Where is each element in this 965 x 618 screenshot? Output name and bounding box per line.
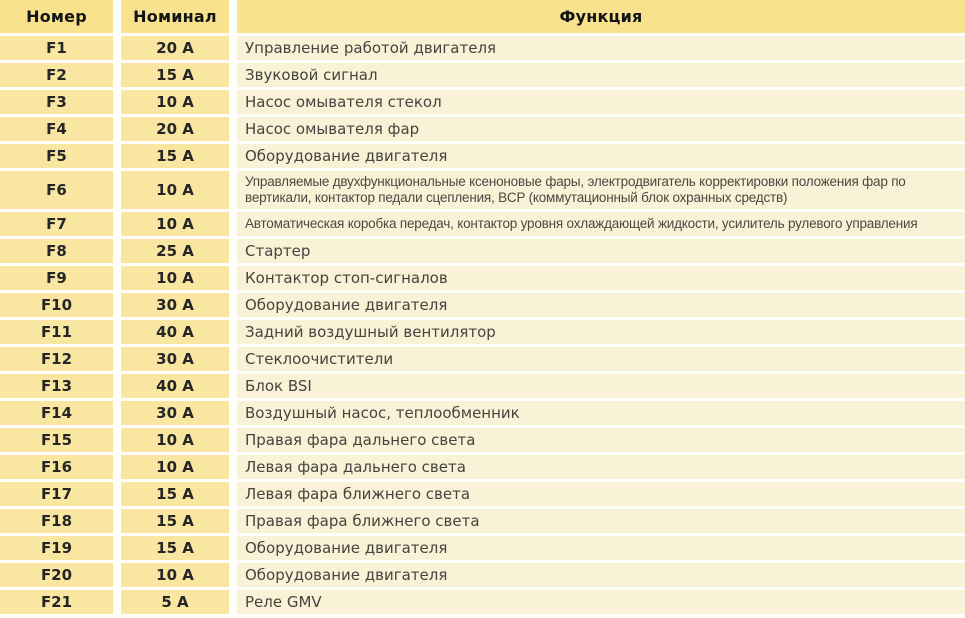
fuse-number-cell: F1 [0, 36, 113, 60]
fuse-row [0, 455, 965, 479]
fuse-function-cell: Насос омывателя стекол [237, 90, 965, 114]
fuse-number-cell: F2 [0, 63, 113, 87]
fuse-function-cell: Правая фара ближнего света [237, 509, 965, 533]
fuse-function-cell: Оборудование двигателя [237, 563, 965, 587]
fuse-rating-cell: 10 A [121, 563, 229, 587]
fuse-rating-cell: 10 A [121, 455, 229, 479]
fuse-number-cell: F11 [0, 320, 113, 344]
fuse-number-cell: F10 [0, 293, 113, 317]
fuse-function-cell: Оборудование двигателя [237, 293, 965, 317]
fuse-row [0, 428, 965, 452]
fuse-row [0, 401, 965, 425]
fuse-number-cell: F15 [0, 428, 113, 452]
fuse-row [0, 212, 965, 236]
fuse-rating-cell: 15 A [121, 536, 229, 560]
fuse-number-cell: F13 [0, 374, 113, 398]
fuse-row [0, 293, 965, 317]
fuse-function-cell: Звуковой сигнал [237, 63, 965, 87]
fuse-function-cell: Левая фара ближнего света [237, 482, 965, 506]
fuse-function-cell: Задний воздушный вентилятор [237, 320, 965, 344]
fuse-row [0, 36, 965, 60]
fuse-row [0, 482, 965, 506]
fuse-rating-cell: 10 A [121, 90, 229, 114]
fuse-rating-cell: 30 A [121, 293, 229, 317]
fuse-row [0, 347, 965, 371]
fuse-rating-cell: 40 A [121, 374, 229, 398]
fuse-number-cell: F14 [0, 401, 113, 425]
fuse-row [0, 239, 965, 263]
fuse-row [0, 590, 965, 614]
fuse-function-cell: Оборудование двигателя [237, 144, 965, 168]
col-header-rating: Номинал [121, 0, 229, 33]
fuse-function-cell: Правая фара дальнего света [237, 428, 965, 452]
fuse-rating-cell: 30 A [121, 347, 229, 371]
fuse-rating-cell: 15 A [121, 144, 229, 168]
fuse-rating-cell: 40 A [121, 320, 229, 344]
fuse-number-cell: F16 [0, 455, 113, 479]
fuse-function-cell: Реле GMV [237, 590, 965, 614]
fuse-rating-cell: 5 A [121, 590, 229, 614]
fuse-number-cell: F12 [0, 347, 113, 371]
fuse-number-cell: F19 [0, 536, 113, 560]
fuse-rating-cell: 30 A [121, 401, 229, 425]
fuse-rating-cell: 15 A [121, 509, 229, 533]
fuse-number-cell: F20 [0, 563, 113, 587]
fuse-function-cell: Автоматическая коробка передач, контактор уровня охлаждающей жидкости, усилитель рулевого управления [237, 212, 965, 236]
fuse-number-cell: F3 [0, 90, 113, 114]
fuse-function-cell: Левая фара дальнего света [237, 455, 965, 479]
fuse-rating-cell: 25 A [121, 239, 229, 263]
fuse-rows [0, 36, 965, 614]
fuse-row [0, 509, 965, 533]
fuse-rating-cell: 20 A [121, 117, 229, 141]
fuse-row [0, 374, 965, 398]
fuse-function-cell: Управляемые двухфункциональные ксеноновые фары, электродвигатель корректировки положения фар по вертикали, контактор педали сцепления, BCP (коммутационный блок охранных средств) [237, 171, 965, 209]
fuse-number-cell: F21 [0, 590, 113, 614]
fuse-number-cell: F18 [0, 509, 113, 533]
fuse-function-cell: Воздушный насос, теплообменник [237, 401, 965, 425]
fuse-function-cell: Контактор стоп-сигналов [237, 266, 965, 290]
fuse-rating-cell: 15 A [121, 482, 229, 506]
fuse-number-cell: F7 [0, 212, 113, 236]
fuse-row [0, 117, 965, 141]
fuse-rating-cell: 15 A [121, 63, 229, 87]
fuse-number-cell: F4 [0, 117, 113, 141]
fuse-function-cell: Оборудование двигателя [237, 536, 965, 560]
fuse-function-cell: Насос омывателя фар [237, 117, 965, 141]
fuse-row [0, 320, 965, 344]
fuse-row [0, 563, 965, 587]
fuse-rating-cell: 10 A [121, 212, 229, 236]
col-header-number: Номер [0, 0, 113, 33]
fuse-function-cell: Управление работой двигателя [237, 36, 965, 60]
col-header-function: Функция [237, 0, 965, 33]
fuse-row [0, 144, 965, 168]
header-row [0, 0, 965, 33]
fuse-row [0, 536, 965, 560]
fuse-function-cell: Блок BSI [237, 374, 965, 398]
fuse-row [0, 266, 965, 290]
fuse-number-cell: F8 [0, 239, 113, 263]
fuse-function-cell: Стартер [237, 239, 965, 263]
fuse-rating-cell: 20 A [121, 36, 229, 60]
fuse-row [0, 171, 965, 209]
fuse-function-cell: Стеклоочистители [237, 347, 965, 371]
fuse-number-cell: F5 [0, 144, 113, 168]
fuse-rating-cell: 10 A [121, 428, 229, 452]
fuse-rating-cell: 10 A [121, 266, 229, 290]
fuse-row [0, 90, 965, 114]
fuse-number-cell: F17 [0, 482, 113, 506]
fuse-number-cell: F9 [0, 266, 113, 290]
fuse-rating-cell: 10 A [121, 171, 229, 209]
fuse-row [0, 63, 965, 87]
fuse-number-cell: F6 [0, 171, 113, 209]
